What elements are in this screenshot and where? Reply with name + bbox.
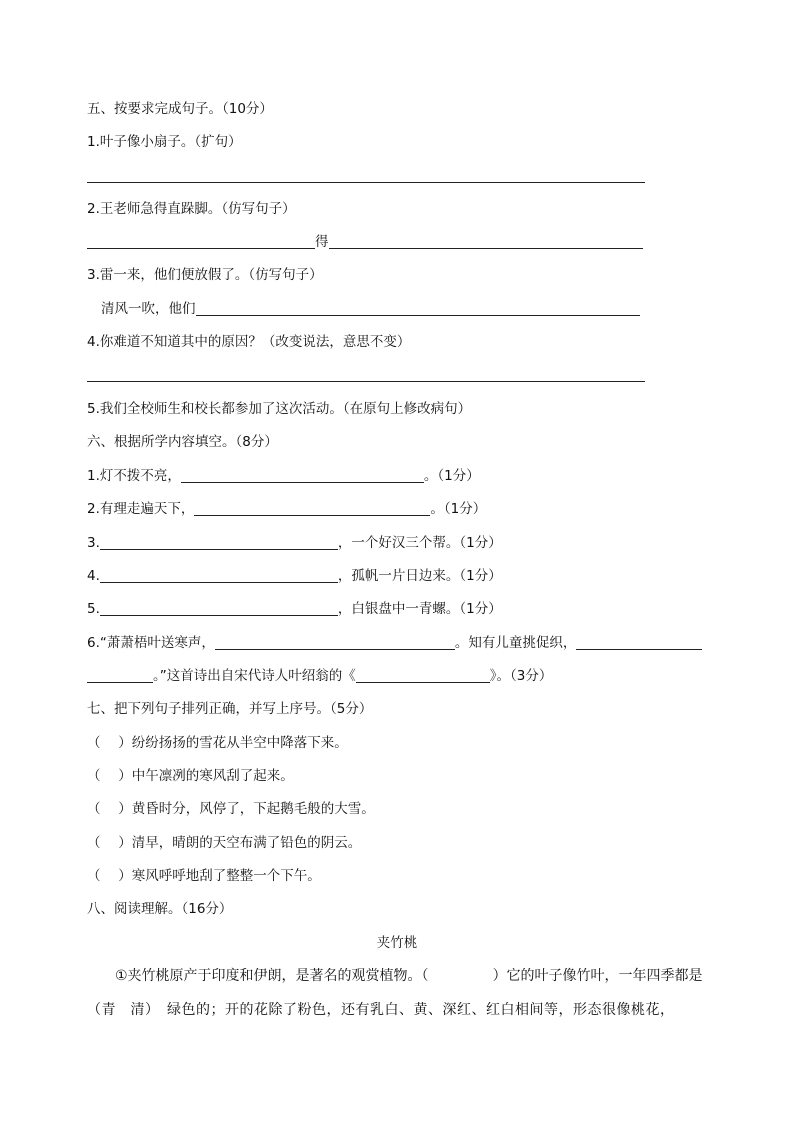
question-text: 。知有儿童挑促织， <box>454 635 577 651</box>
s6-question-3 <box>87 534 502 552</box>
s6-question-5 <box>87 600 502 618</box>
ordering-item: （ ）寒风呼呼地刮了整整一个下午。 <box>87 868 321 884</box>
section-6-heading: 六、根据所学内容填空。（8分） <box>87 434 278 450</box>
question-text: 6.“萧萧梧叶送寒声， <box>87 635 215 651</box>
s5-q3-prefix: 清风一吹，他们 <box>101 301 196 317</box>
answer-line[interactable] <box>87 182 645 183</box>
question-text: 》。（3分） <box>489 668 553 684</box>
ordering-item: （ ）清早，晴朗的天空布满了铅色的阴云。 <box>87 835 362 851</box>
answer-blank[interactable] <box>100 601 338 616</box>
question-text: 2.有理走遍天下， <box>87 501 195 517</box>
answer-line[interactable] <box>87 381 645 382</box>
question-text: ，白银盘中一青螺。（1分） <box>337 601 502 617</box>
answer-blank[interactable] <box>181 468 424 483</box>
s6-question-4 <box>87 567 502 585</box>
question-text: 3. <box>87 535 100 551</box>
question-text: ，一个好汉三个帮。（1分） <box>337 535 502 551</box>
answer-blank[interactable] <box>100 535 338 550</box>
question-text: 1.灯不拨不亮， <box>87 468 181 484</box>
question-text: 。”这首诗出自宋代诗人叶绍翁的《 <box>153 668 356 684</box>
passage-text: ①夹竹桃原产于印度和伊朗，是著名的观赏植物。（ <box>115 968 429 984</box>
s5-question-1: 1.叶子像小扇子。（扩句） <box>87 134 242 150</box>
passage-text: ）它的叶子像竹叶，一年四季都是 <box>492 968 703 984</box>
section-7-heading: 七、把下列句子排列正确，并写上序号。（5分） <box>87 701 373 717</box>
section-8-heading: 八、阅读理解。（16分） <box>87 901 233 917</box>
answer-blank[interactable] <box>87 234 315 249</box>
s5-q3-answer <box>101 300 640 318</box>
answer-blank[interactable] <box>196 301 640 316</box>
s5-q2-mid: 得 <box>315 234 329 250</box>
passage-line-2: （青 清） 绿色的；开的花除了粉色，还有乳白、黄、深红、红白相间等，形态很像桃花， <box>87 1002 675 1018</box>
question-text: 。（1分） <box>430 501 487 517</box>
ordering-item: （ ）纷纷扬扬的雪花从半空中降落下来。 <box>87 735 348 751</box>
ordering-item: （ ）中午凛冽的寒风刮了起来。 <box>87 768 294 784</box>
answer-blank[interactable] <box>576 635 702 650</box>
passage-line-1 <box>115 967 703 985</box>
s6-question-6-cont <box>87 667 552 685</box>
question-text: 。（1分） <box>423 468 480 484</box>
s6-question-6 <box>87 634 702 652</box>
ordering-item: （ ）黄昏时分，风停了，下起鹅毛般的大雪。 <box>87 801 375 817</box>
answer-blank[interactable] <box>100 568 338 583</box>
s5-question-4: 4.你难道不知道其中的原因？（改变说法，意思不变） <box>87 334 411 350</box>
answer-blank[interactable] <box>194 501 430 516</box>
answer-blank[interactable] <box>87 668 153 683</box>
answer-blank[interactable] <box>329 234 643 249</box>
s6-question-1 <box>87 467 480 485</box>
section-5-heading: 五、按要求完成句子。（10分） <box>87 101 273 117</box>
s5-question-2: 2.王老师急得直跺脚。（仿写句子） <box>87 201 296 217</box>
question-text: ，孤帆一片日边来。（1分） <box>337 568 502 584</box>
answer-blank[interactable] <box>215 635 455 650</box>
s6-question-2 <box>87 500 486 518</box>
s5-question-5: 5.我们全校师生和校长都参加了这次活动。（在原句上修改病句） <box>87 401 472 417</box>
s5-q2-answer <box>87 233 643 251</box>
s5-question-3: 3.雷一来，他们便放假了。（仿写句子） <box>87 267 323 283</box>
answer-blank[interactable] <box>356 668 490 683</box>
question-text: 5. <box>87 601 100 617</box>
passage-title: 夹竹桃 <box>376 935 418 951</box>
question-text: 4. <box>87 568 100 584</box>
